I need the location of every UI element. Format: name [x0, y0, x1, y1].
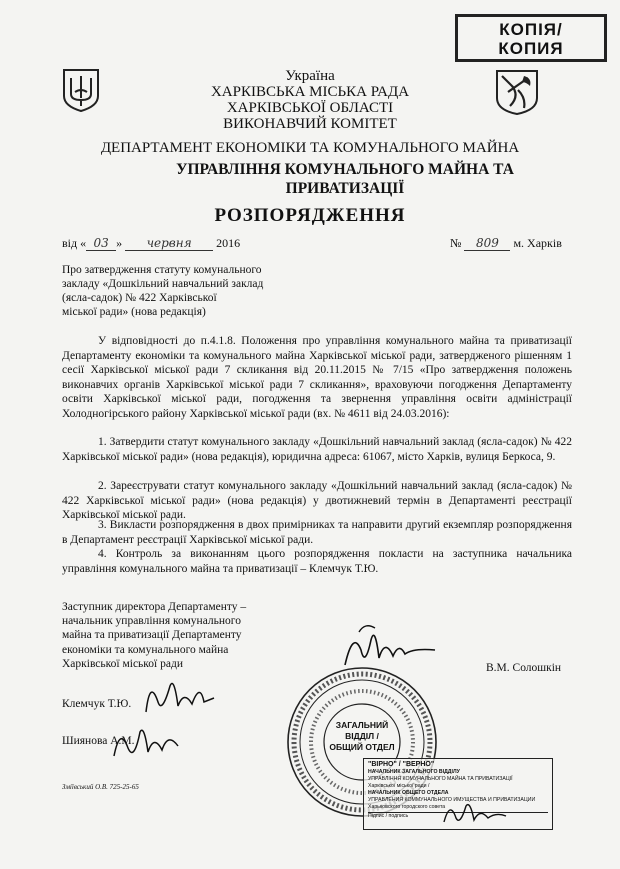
- date-prefix: від «: [62, 236, 87, 250]
- round-seal-line: ЗАГАЛЬНИЙ: [335, 720, 389, 730]
- header-council: ХАРКІВСЬКА МІСЬКА РАДА: [210, 84, 410, 100]
- item-1: [62, 435, 572, 464]
- executor-note: Зміївський О.В. 725-25-65: [62, 783, 139, 791]
- verno-signature-label: Підпис / подпись: [368, 812, 548, 820]
- verno-line: НАЧАЛЬНИК ЗАГАЛЬНОГО ВІДДІЛУ: [368, 769, 460, 775]
- document-number: 809: [464, 236, 510, 251]
- header-department: ДЕПАРТАМЕНТ ЕКОНОМІКИ ТА КОМУНАЛЬНОГО МАЙНА: [100, 140, 520, 156]
- header-committee: ВИКОНАВЧИЙ КОМІТЕТ: [223, 116, 397, 132]
- round-seal-center: [322, 720, 402, 753]
- verno-line: УПРАВЛЕНИЯ КОММУНАЛЬНОГО ИМУЩЕСТВА И ПРИВАТИЗАЦИИ: [368, 797, 536, 803]
- document-title: РОЗПОРЯДЖЕННЯ: [214, 205, 406, 226]
- date-mid: »: [116, 236, 123, 250]
- verno-line: УПРАВЛІННЯ КОМУНАЛЬНОГО МАЙНА ТА ПРИВАТИЗАЦІЇ: [368, 776, 513, 782]
- verno-title: "ВІРНО" / "ВЕРНО": [368, 761, 435, 768]
- copy-stamp-line1: КОПІЯ/: [499, 20, 563, 39]
- date-month: червня: [125, 236, 213, 251]
- approval-shyianova: Шиянова А.М.: [62, 735, 135, 747]
- subject-line: (ясла-садок) № 422 Харківської: [62, 292, 217, 304]
- document-subject: [62, 263, 312, 319]
- preamble-paragraph: [62, 334, 572, 422]
- date-line: [62, 236, 572, 251]
- header-country: Україна: [285, 68, 335, 84]
- approval-signature-1: [140, 672, 220, 720]
- item-4-text: 4. Контроль за виконанням цього розпорядження покласти на заступника начальника управління комунального майна та приватизації – Клемчук Т.Ю.: [62, 548, 572, 575]
- header-management-line2: ПРИВАТИЗАЦІЇ: [285, 180, 405, 197]
- item-1-text: 1. Затвердити статут комунального закладу «Дошкільний навчальний заклад (ясла-садок) № 422 Харківської міської ради» (нова редакція), юридична адреса: 61067, місто Харків, вулиця Беркоса, 9.: [62, 436, 572, 463]
- verno-signature: [440, 796, 510, 830]
- signatory-name: В.М. Солошкін: [486, 662, 562, 674]
- subject-line: Про затвердження статуту комунального: [62, 264, 262, 276]
- verno-line: НАЧАЛЬНИК ОБЩЕГО ОТДЕЛА: [368, 790, 449, 796]
- city: м. Харків: [513, 236, 562, 250]
- approval-signature-2: [108, 718, 188, 766]
- signatory-line: економіки та комунального майна: [62, 643, 229, 656]
- date-year: 2016: [216, 236, 241, 250]
- date-day: 03: [86, 236, 116, 251]
- header-management: [165, 160, 525, 198]
- signatory-line: Харківської міської ради: [62, 657, 183, 670]
- header-management-line1: УПРАВЛІННЯ КОМУНАЛЬНОГО МАЙНА ТА: [176, 161, 514, 178]
- verno-line: Харьковского городского совета: [368, 804, 446, 810]
- subject-line: закладу «Дошкільний навчальний заклад: [62, 278, 264, 290]
- item-3: [62, 518, 572, 547]
- item-2: [62, 479, 572, 523]
- copy-stamp-line2: КОПИЯ: [498, 39, 564, 58]
- number-group: [450, 236, 562, 251]
- round-seal-line: ВІДДІЛ /: [345, 731, 379, 741]
- approval-klemchuk: Клемчук Т.Ю.: [62, 698, 132, 710]
- item-2-text: 2. Зареєструвати статут комунального закладу «Дошкільний навчальний заклад (ясла-садок) № 422 Харківської міської ради» (нова редакція) у двотижневий термін в Департаменті реєстрації Харківської міської ради.: [62, 480, 572, 522]
- signatory-line: начальник управління комунального: [62, 615, 241, 628]
- signatory-line: майна та приватизації Департаменту: [62, 629, 242, 642]
- signatory-block: [62, 600, 292, 671]
- preamble-text: У відповідності до п.4.1.8. Положення про управління комунального майна та приватизації Департаменту економіки та комунального майна Харківської міської ради, затвердженого рішенням 1 сесії Харківської міської ради 7 скликання від 20.11.2015 № 7/15 «Про затвердження положень виконавчих органів Харківської міської ради 7 скликання», враховуючи погодження Департаменту освіти Харківської міської ради, погодження та звернення управління освіти адміністрації Холодногірського району Харківської міської ради (вх. № 4611 від 24.03.2016):: [62, 335, 572, 420]
- verno-line: Харківської міської ради /: [368, 783, 430, 789]
- number-prefix: №: [450, 236, 462, 250]
- copy-stamp: [455, 14, 607, 62]
- subject-line: міської ради» (нова редакція): [62, 306, 206, 318]
- signatory-line: Заступник директора Департаменту –: [62, 601, 247, 613]
- item-3-text: 3. Викласти розпорядження в двох примірниках та направити другий екземпляр розпорядження в Департамент реєстрації Харківської міської ради.: [62, 519, 572, 546]
- header-region: ХАРКІВСЬКОЇ ОБЛАСТІ: [226, 100, 394, 116]
- round-seal-line: ОБЩИЙ ОТДЕЛ: [329, 742, 395, 752]
- item-4: [62, 547, 572, 576]
